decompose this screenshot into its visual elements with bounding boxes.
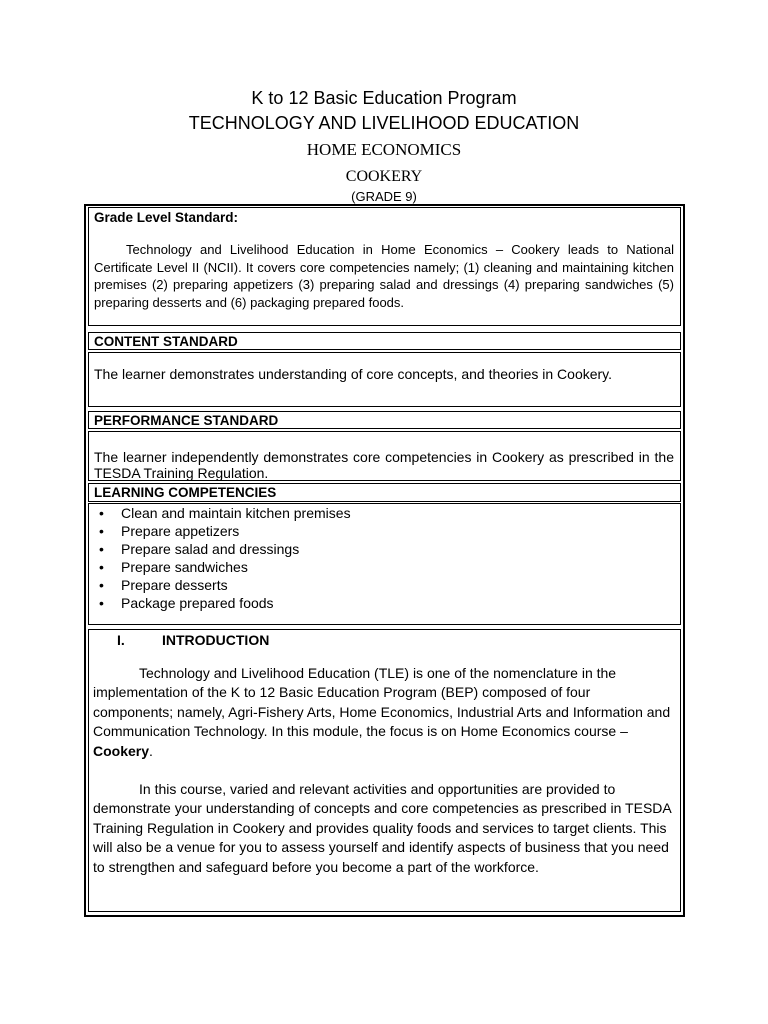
content-standard-text: The learner demonstrates understanding of core concepts, and theories in Cookery.	[94, 366, 613, 382]
list-item: • Prepare sandwiches	[99, 558, 680, 576]
introduction-cell	[88, 629, 681, 912]
grade-level-heading: Grade Level Standard:	[94, 210, 239, 225]
intro-p1-end: .	[149, 742, 153, 759]
introduction-title: INTRODUCTION	[162, 632, 270, 648]
performance-standard-heading: PERFORMANCE STANDARD	[94, 413, 279, 428]
list-item: • Prepare desserts	[99, 576, 680, 594]
learning-competencies-heading-cell	[88, 483, 681, 502]
list-item: • Prepare appetizers	[99, 522, 680, 540]
content-standard-heading-cell	[88, 332, 681, 350]
area-title: HOME ECONOMICS	[306, 140, 462, 159]
performance-standard-body-cell	[88, 431, 681, 481]
section-number: I.	[117, 632, 125, 648]
list-item: • Package prepared foods	[99, 594, 680, 612]
content-standard-heading: CONTENT STANDARD	[94, 334, 238, 349]
introduction-heading	[89, 630, 680, 649]
learning-competencies-heading: LEARNING COMPETENCIES	[94, 485, 277, 500]
subject-title: TECHNOLOGY AND LIVELIHOOD EDUCATION	[188, 113, 580, 133]
grade-label: (GRADE 9)	[351, 189, 417, 204]
document-title-block	[0, 86, 768, 205]
intro-p1-text: Technology and Livelihood Education (TLE) is one of the nomenclature in the implementation of the K to 12 Basic Education Program (BEP) composed of four components; namely, Agri-Fishery Arts, Home Economics, Industrial Arts and Information and Communication Technology. In this module, the focus is on Home Economics course –	[93, 665, 671, 740]
performance-standard-heading-cell	[88, 411, 681, 429]
grade-level-standard-cell	[88, 207, 681, 326]
introduction-paragraph-1	[89, 664, 680, 761]
performance-standard-text: The learner independently demonstrates core competencies in Cookery as prescribed in the TESDA Training Regulation.	[94, 449, 674, 481]
list-item: • Prepare salad and dressings	[99, 540, 680, 558]
course-title: COOKERY	[345, 168, 423, 185]
intro-p1-course: Cookery	[93, 742, 150, 759]
learning-competencies-body-cell	[88, 503, 681, 625]
list-item: • Clean and maintain kitchen premises	[99, 504, 680, 522]
content-standard-body-cell	[88, 352, 681, 407]
introduction-paragraph-2: In this course, varied and relevant activities and opportunities are provided to demonstrate your understanding of concepts and core competencies as prescribed in TESDA Training Regulation in Cookery and provides quality foods and services to target clients. This will also be a venue for you to assess yourself and identify aspects of business that you need to strengthen and safeguard before you become a part of the workforce.	[93, 781, 671, 875]
program-title: K to 12 Basic Education Program	[251, 88, 517, 108]
grade-level-text: Technology and Livelihood Education in Home Economics – Cookery leads to National Certificate Level II (NCII). It covers core competencies namely; (1) cleaning and maintaining kitchen premises (2) preparing appetizers (3) preparing salad and dressings (4) preparing sandwiches (5) preparing desserts and (6) packaging prepared foods.	[94, 242, 674, 310]
competency-list	[89, 504, 680, 612]
